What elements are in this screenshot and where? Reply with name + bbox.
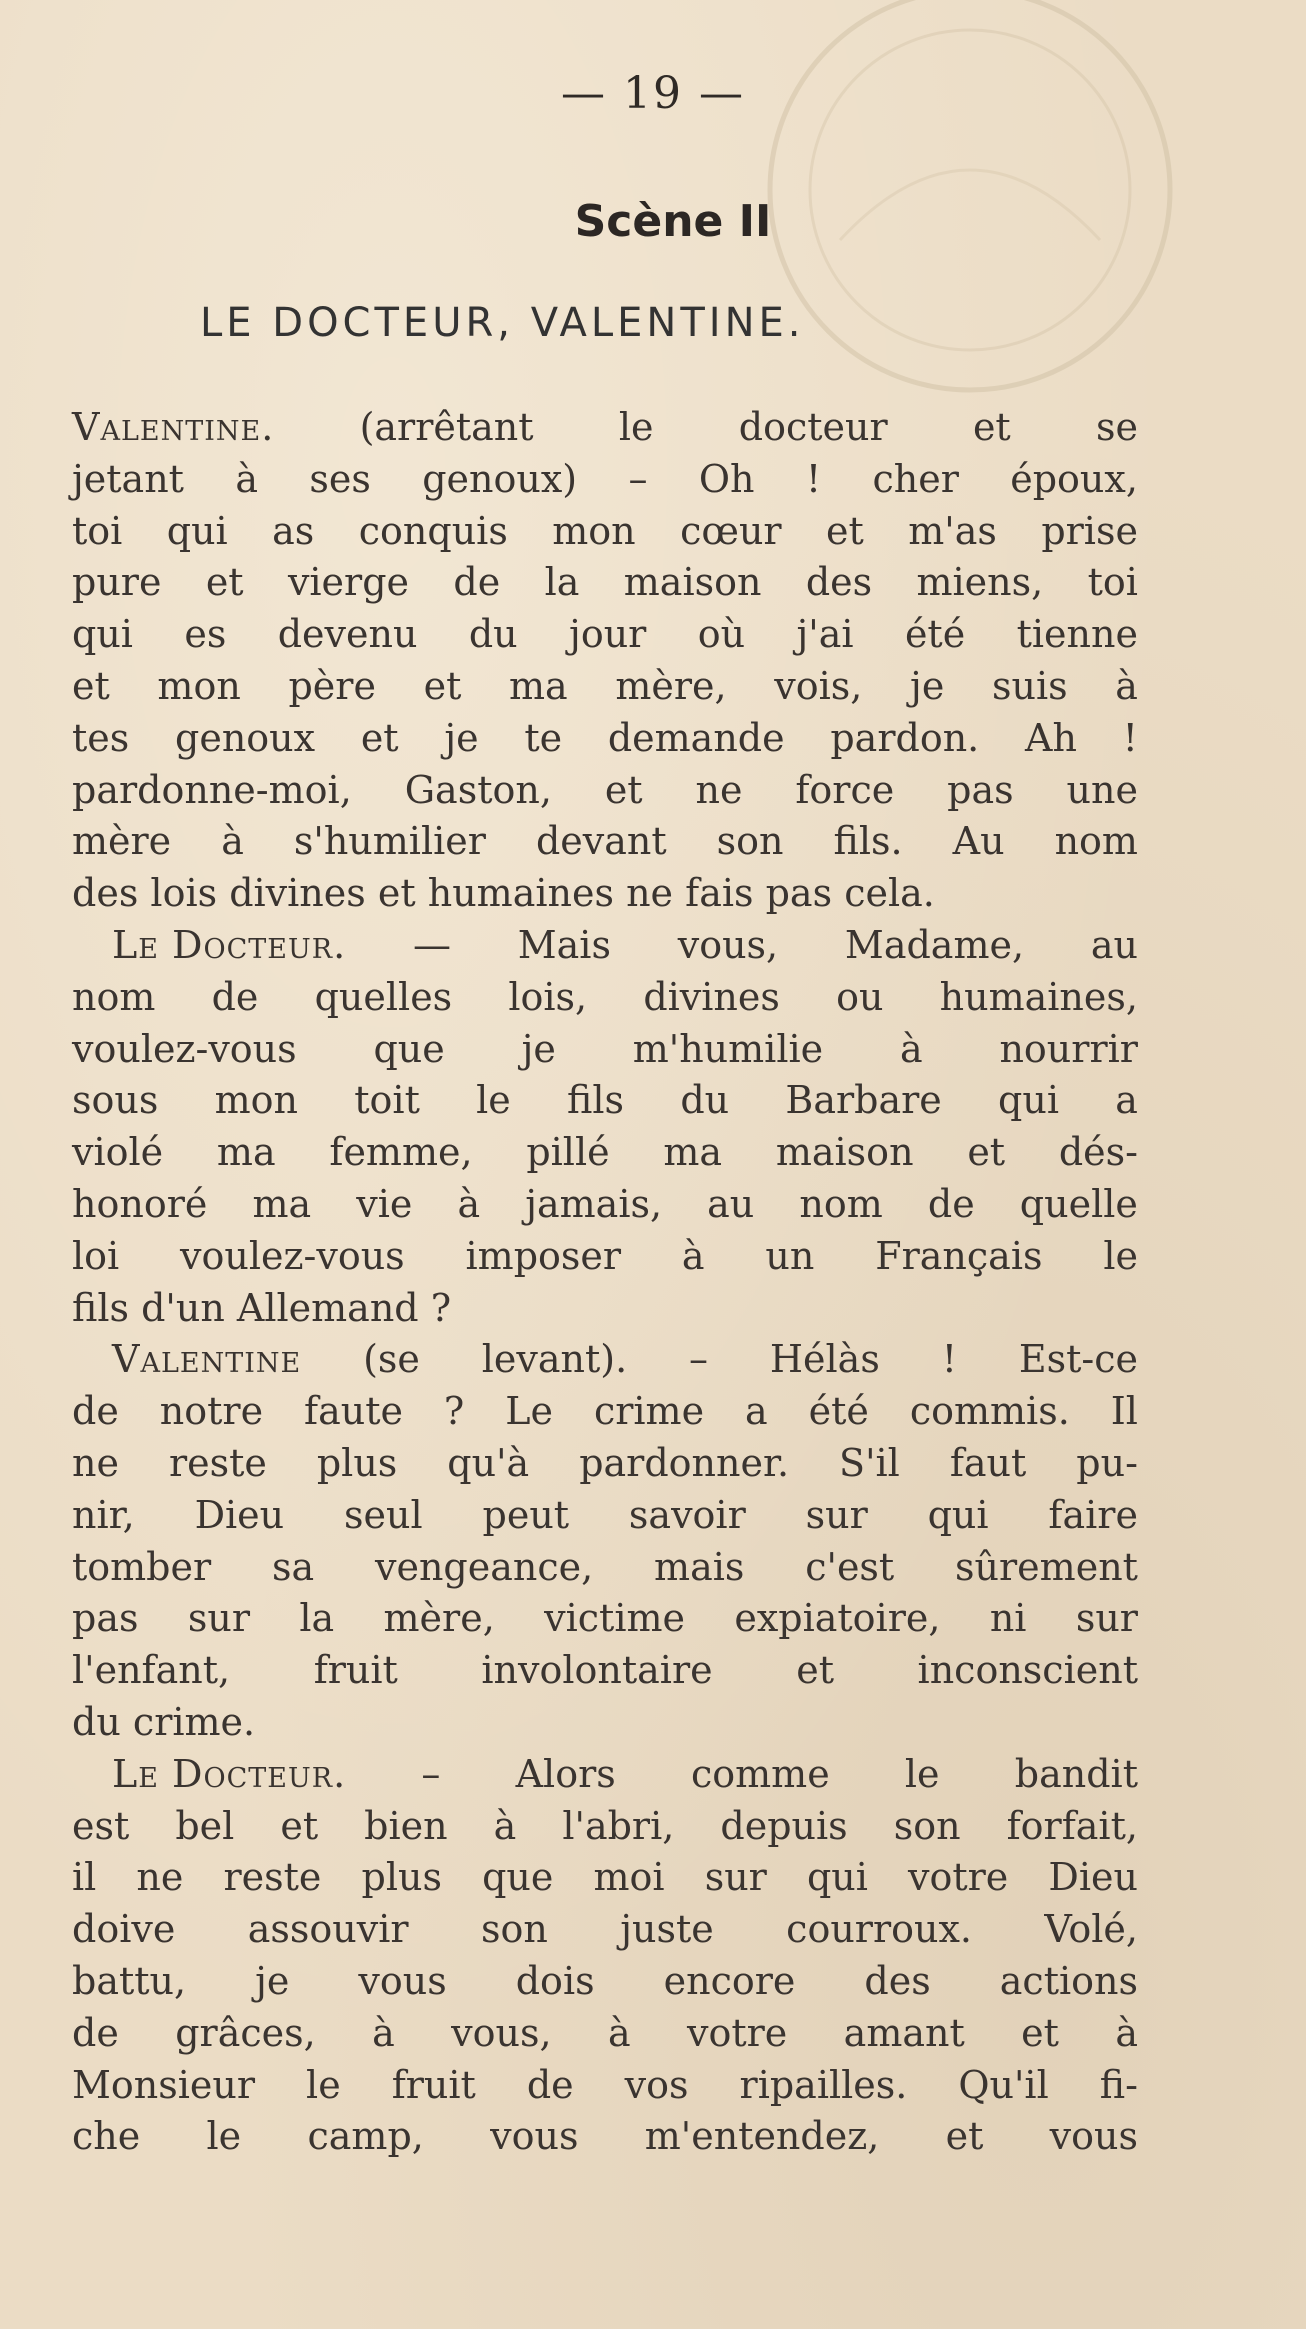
word: Il bbox=[1110, 1389, 1138, 1434]
word: ne bbox=[136, 1855, 184, 1900]
word: as bbox=[272, 508, 315, 553]
word: sur bbox=[187, 1596, 250, 1641]
text-line bbox=[72, 972, 1138, 1024]
word: nir, bbox=[72, 1492, 135, 1537]
text-line bbox=[72, 1386, 1138, 1438]
word: et bbox=[377, 871, 416, 916]
word: à bbox=[1115, 663, 1138, 708]
word: ne bbox=[695, 767, 743, 812]
word: pardonner. bbox=[579, 1440, 790, 1485]
word: voulez-vous bbox=[72, 1026, 297, 1071]
word: que bbox=[482, 1855, 554, 1900]
word: ni bbox=[989, 1596, 1027, 1641]
word: et bbox=[360, 715, 399, 760]
word: fils bbox=[567, 1078, 625, 1123]
word: pu- bbox=[1076, 1440, 1138, 1485]
dialogue-text bbox=[72, 402, 1138, 2163]
word: toit bbox=[354, 1078, 420, 1123]
word: fruit bbox=[313, 1648, 398, 1693]
word: – bbox=[421, 1751, 441, 1796]
word: forfait, bbox=[1006, 1803, 1138, 1848]
word: docteur bbox=[738, 405, 888, 449]
word: imposer bbox=[465, 1233, 622, 1278]
word: tes bbox=[72, 715, 130, 760]
word: plus bbox=[316, 1440, 398, 1485]
word: es bbox=[184, 612, 227, 657]
word: bel bbox=[175, 1803, 235, 1848]
word: sur bbox=[1075, 1596, 1138, 1641]
word: et bbox=[604, 767, 643, 812]
word: qui bbox=[72, 612, 133, 657]
word: mère, bbox=[615, 663, 727, 708]
word: maison bbox=[775, 1130, 914, 1175]
word: camp, bbox=[307, 2114, 424, 2159]
word: expiatoire, bbox=[734, 1596, 941, 1641]
word: reste bbox=[168, 1440, 267, 1485]
text-line bbox=[72, 402, 1138, 454]
word: (arrêtant bbox=[359, 405, 534, 449]
word: Alors bbox=[515, 1751, 616, 1796]
text-line bbox=[72, 2111, 1138, 2163]
word: qui bbox=[806, 1855, 868, 1900]
word: vous bbox=[490, 2114, 579, 2159]
word: pardonne-moi, bbox=[72, 767, 352, 812]
word: des bbox=[864, 1958, 931, 2003]
word: grâces, bbox=[175, 2010, 316, 2055]
word: votre bbox=[687, 2010, 788, 2055]
word: de bbox=[453, 560, 501, 605]
word: jetant bbox=[72, 456, 184, 501]
word: fais bbox=[685, 871, 754, 916]
word: cher bbox=[872, 456, 959, 501]
text-line bbox=[72, 1542, 1138, 1594]
word: vous bbox=[358, 1958, 447, 2003]
word: seul bbox=[344, 1492, 423, 1537]
word: loi bbox=[72, 1233, 120, 1278]
word: à bbox=[235, 456, 258, 501]
word: et bbox=[796, 1648, 834, 1693]
word: sous bbox=[72, 1078, 159, 1123]
word: pardon. bbox=[830, 715, 980, 760]
word: à bbox=[493, 1803, 517, 1848]
scene-title: Scène II bbox=[574, 196, 772, 247]
word: le bbox=[1103, 1233, 1138, 1278]
word: Mais bbox=[517, 922, 611, 967]
word: je bbox=[255, 1958, 290, 2003]
word: ne bbox=[72, 1440, 119, 1485]
word: et bbox=[72, 663, 110, 708]
word: demande bbox=[607, 715, 785, 760]
word: un bbox=[765, 1233, 815, 1278]
word: je bbox=[910, 663, 945, 708]
word: et bbox=[826, 508, 864, 553]
word: qui bbox=[998, 1078, 1059, 1123]
word: che bbox=[72, 2114, 141, 2159]
word: sa bbox=[272, 1544, 315, 1589]
text-line bbox=[72, 1904, 1138, 1956]
word: ma bbox=[252, 1181, 312, 1226]
word: Oh bbox=[698, 456, 755, 501]
word: tienne bbox=[1016, 612, 1138, 657]
text-line bbox=[72, 1127, 1138, 1179]
word: ? bbox=[443, 1389, 465, 1434]
word: levant). bbox=[481, 1337, 628, 1382]
word: le bbox=[904, 1751, 940, 1796]
word: pas bbox=[765, 871, 833, 916]
word: ! bbox=[941, 1337, 957, 1382]
word: son bbox=[893, 1803, 961, 1848]
word: femme, bbox=[329, 1130, 473, 1175]
text-line bbox=[72, 2008, 1138, 2060]
word: et bbox=[1021, 2010, 1059, 2055]
word: vos bbox=[624, 2062, 689, 2107]
word: S'il bbox=[839, 1440, 900, 1485]
word: Au bbox=[952, 819, 1005, 864]
word: faute bbox=[304, 1389, 403, 1434]
word: et bbox=[205, 560, 244, 605]
word: toi bbox=[72, 508, 123, 553]
word: suis bbox=[991, 663, 1068, 708]
word: sûrement bbox=[955, 1544, 1138, 1589]
word: à bbox=[372, 2010, 395, 2055]
word: Volé, bbox=[1044, 1907, 1138, 1952]
speaker-name: Valentine bbox=[112, 1337, 302, 1382]
word: est bbox=[72, 1803, 130, 1848]
word: vous bbox=[1049, 2114, 1138, 2159]
word: de bbox=[526, 2062, 574, 2107]
word: fruit bbox=[391, 2062, 476, 2107]
word: et bbox=[972, 405, 1011, 449]
word: son bbox=[480, 1907, 548, 1952]
word: de bbox=[211, 974, 259, 1019]
word: bien bbox=[364, 1803, 448, 1848]
scene-characters: LE DOCTEUR, VALENTINE. bbox=[200, 300, 805, 346]
word: de bbox=[927, 1181, 975, 1226]
word: – bbox=[689, 1337, 709, 1382]
word: Allemand bbox=[236, 1285, 419, 1330]
word: divines bbox=[229, 871, 366, 916]
text-line bbox=[72, 1801, 1138, 1853]
word: victime bbox=[544, 1596, 685, 1641]
word: Est-ce bbox=[1018, 1337, 1138, 1382]
word: je bbox=[521, 1026, 556, 1071]
word: à bbox=[607, 2010, 631, 2055]
word: s'humilier bbox=[293, 819, 486, 864]
word: vous, bbox=[451, 2010, 552, 2055]
text-line bbox=[72, 1334, 1138, 1386]
word: ma bbox=[216, 1130, 276, 1175]
word: époux, bbox=[1010, 456, 1138, 501]
word: pure bbox=[72, 560, 162, 605]
word: l'abri, bbox=[562, 1803, 675, 1848]
word: (se bbox=[363, 1337, 420, 1382]
word: cœur bbox=[680, 508, 782, 553]
word: du bbox=[468, 612, 518, 657]
word: du bbox=[72, 1699, 121, 1744]
word: actions bbox=[999, 1958, 1138, 2003]
word: commis. bbox=[909, 1389, 1070, 1434]
word: assouvir bbox=[247, 1907, 409, 1952]
word: m'humilie bbox=[632, 1026, 824, 1071]
text-line bbox=[72, 1697, 1138, 1749]
word: devenu bbox=[277, 612, 418, 657]
word: maison bbox=[623, 560, 762, 605]
word: vois, bbox=[774, 663, 863, 708]
word: doive bbox=[72, 1907, 176, 1952]
word: sur bbox=[805, 1492, 868, 1537]
word: involontaire bbox=[481, 1648, 713, 1693]
word: divines bbox=[643, 974, 780, 1019]
word: je bbox=[444, 715, 479, 760]
word: honoré bbox=[72, 1181, 208, 1226]
word: force bbox=[795, 767, 895, 812]
text-line bbox=[72, 765, 1138, 817]
word: son bbox=[716, 819, 784, 864]
word: te bbox=[524, 715, 563, 760]
word: père bbox=[288, 663, 376, 708]
word: crime bbox=[593, 1389, 705, 1434]
word: ou bbox=[836, 974, 884, 1019]
word: à bbox=[221, 819, 244, 864]
word: votre bbox=[908, 1855, 1009, 1900]
word: de bbox=[72, 1389, 119, 1434]
word: quelle bbox=[1019, 1181, 1138, 1226]
text-line bbox=[72, 1490, 1138, 1542]
word: tomber bbox=[72, 1544, 212, 1589]
word: et bbox=[967, 1130, 1006, 1175]
word: humaines, bbox=[939, 974, 1138, 1019]
word: battu, bbox=[72, 1958, 187, 2003]
word: mon bbox=[214, 1078, 299, 1123]
text-line bbox=[72, 713, 1138, 765]
text-line bbox=[72, 661, 1138, 713]
word: à bbox=[899, 1026, 923, 1071]
word: mon bbox=[552, 508, 636, 553]
word: conquis bbox=[358, 508, 508, 553]
word: prise bbox=[1041, 508, 1138, 553]
word: dés- bbox=[1058, 1130, 1138, 1175]
text-line bbox=[72, 1179, 1138, 1231]
word: ma bbox=[663, 1130, 723, 1175]
word: et bbox=[280, 1803, 319, 1848]
word: j'ai bbox=[796, 612, 854, 657]
word: c'est bbox=[805, 1544, 895, 1589]
word: mère, bbox=[383, 1596, 495, 1641]
text-line bbox=[72, 868, 1138, 920]
word: ne bbox=[626, 871, 674, 916]
word: nourrir bbox=[999, 1026, 1138, 1071]
word: vous, bbox=[677, 922, 779, 967]
word: faut bbox=[949, 1440, 1027, 1485]
text-line bbox=[72, 454, 1138, 506]
word: notre bbox=[159, 1389, 264, 1434]
word: Monsieur bbox=[72, 2062, 256, 2107]
word: faire bbox=[1048, 1492, 1138, 1537]
word: humaines bbox=[427, 871, 614, 916]
word: d'un bbox=[141, 1285, 225, 1330]
speaker-name: Le Docteur. bbox=[112, 922, 347, 967]
word: de bbox=[72, 2010, 119, 2055]
word: été bbox=[808, 1389, 869, 1434]
text-line bbox=[72, 557, 1138, 609]
word: dois bbox=[515, 1958, 595, 2003]
word: pas bbox=[72, 1596, 139, 1641]
word: crime. bbox=[132, 1699, 256, 1744]
text-line bbox=[72, 1024, 1138, 1076]
word: voulez-vous bbox=[180, 1233, 405, 1278]
word: à bbox=[681, 1233, 705, 1278]
word: la bbox=[544, 560, 580, 605]
word: le bbox=[306, 2062, 341, 2107]
word: sur bbox=[704, 1855, 767, 1900]
word: plus bbox=[361, 1855, 442, 1900]
word: genoux) bbox=[422, 456, 578, 501]
word: l'enfant, bbox=[72, 1648, 231, 1693]
word: Hélàs bbox=[769, 1337, 880, 1382]
word: au bbox=[1090, 922, 1138, 967]
word: jour bbox=[569, 612, 647, 657]
word: encore bbox=[663, 1958, 796, 2003]
word: et bbox=[423, 663, 462, 708]
word: du bbox=[680, 1078, 730, 1123]
word: ? bbox=[430, 1285, 452, 1330]
text-line bbox=[72, 1749, 1138, 1801]
word: le bbox=[476, 1078, 511, 1123]
word: le bbox=[618, 405, 654, 449]
word: la bbox=[299, 1596, 335, 1641]
word: jamais, bbox=[525, 1181, 663, 1226]
word: lois, bbox=[508, 974, 588, 1019]
word: et bbox=[945, 2114, 984, 2159]
word: qui bbox=[166, 508, 228, 553]
word: pas bbox=[947, 767, 1014, 812]
word: – bbox=[628, 456, 648, 501]
word: ripailles. bbox=[739, 2062, 908, 2107]
word: bandit bbox=[1014, 1751, 1138, 1796]
page-number: — 19 — bbox=[561, 68, 745, 119]
word: Le bbox=[505, 1389, 553, 1434]
word: au bbox=[707, 1181, 755, 1226]
word: fils bbox=[72, 1285, 129, 1330]
word: savoir bbox=[628, 1492, 746, 1537]
word: Qu'il bbox=[958, 2062, 1049, 2107]
text-line bbox=[72, 1956, 1138, 2008]
text-line bbox=[72, 506, 1138, 558]
word: quelles bbox=[314, 974, 453, 1019]
word: nom bbox=[799, 1181, 883, 1226]
word: juste bbox=[620, 1907, 714, 1952]
word: cela. bbox=[844, 871, 935, 916]
word: Dieu bbox=[1048, 1855, 1138, 1900]
text-line bbox=[72, 2060, 1138, 2112]
word: inconscient bbox=[917, 1648, 1138, 1693]
word: le bbox=[206, 2114, 242, 2159]
word: devant bbox=[535, 819, 667, 864]
word: mère bbox=[72, 819, 172, 864]
text-line bbox=[72, 1283, 1138, 1335]
word: m'as bbox=[908, 508, 997, 553]
text-line bbox=[72, 1075, 1138, 1127]
word: des bbox=[805, 560, 873, 605]
word: Barbare bbox=[785, 1078, 942, 1123]
word: miens, bbox=[916, 560, 1044, 605]
word: Gaston, bbox=[404, 767, 552, 812]
word: moi bbox=[593, 1855, 665, 1900]
word: genoux bbox=[175, 715, 316, 760]
word: ! bbox=[805, 456, 822, 501]
word: à bbox=[1115, 2010, 1138, 2055]
word: mais bbox=[654, 1544, 745, 1589]
word: des bbox=[72, 871, 139, 916]
word: nom bbox=[1054, 819, 1138, 864]
word: fi- bbox=[1099, 2062, 1138, 2107]
word: ses bbox=[309, 456, 371, 501]
word: pillé bbox=[526, 1130, 610, 1175]
word: à bbox=[457, 1181, 481, 1226]
word: vie bbox=[356, 1181, 413, 1226]
word: violé bbox=[72, 1130, 164, 1175]
speaker-name: Le Docteur. bbox=[112, 1751, 347, 1796]
word: été bbox=[904, 612, 966, 657]
word: qu'à bbox=[447, 1440, 530, 1485]
word: lois bbox=[150, 871, 218, 916]
word: Français bbox=[875, 1233, 1043, 1278]
word: courroux. bbox=[786, 1907, 972, 1952]
word: qui bbox=[927, 1492, 989, 1537]
word: m'entendez, bbox=[644, 2114, 880, 2159]
word: ma bbox=[509, 663, 568, 708]
word: vengeance, bbox=[374, 1544, 594, 1589]
text-line bbox=[72, 1852, 1138, 1904]
word: depuis bbox=[720, 1803, 848, 1848]
word: que bbox=[373, 1026, 445, 1071]
word: peut bbox=[482, 1492, 570, 1537]
word: Madame, bbox=[844, 922, 1025, 967]
word: il bbox=[72, 1855, 97, 1900]
word: Ah bbox=[1025, 715, 1077, 760]
text-line bbox=[72, 1231, 1138, 1283]
word: a bbox=[745, 1389, 768, 1434]
word: toi bbox=[1087, 560, 1138, 605]
word: amant bbox=[843, 2010, 965, 2055]
text-line bbox=[72, 920, 1138, 972]
word: mon bbox=[157, 663, 241, 708]
word: nom bbox=[72, 974, 156, 1019]
text-line bbox=[72, 609, 1138, 661]
word: une bbox=[1066, 767, 1138, 812]
word: fils. bbox=[833, 819, 903, 864]
word: reste bbox=[223, 1855, 322, 1900]
word: vierge bbox=[287, 560, 410, 605]
word: a bbox=[1115, 1078, 1138, 1123]
word: ! bbox=[1122, 715, 1138, 760]
word: — bbox=[412, 922, 451, 967]
text-line bbox=[72, 1645, 1138, 1697]
word: se bbox=[1095, 405, 1138, 449]
word: où bbox=[697, 612, 746, 657]
text-line bbox=[72, 1593, 1138, 1645]
word: comme bbox=[690, 1751, 830, 1796]
text-line bbox=[72, 1438, 1138, 1490]
word: Dieu bbox=[194, 1492, 285, 1537]
text-line bbox=[72, 816, 1138, 868]
speaker-name: Valentine. bbox=[72, 405, 275, 449]
